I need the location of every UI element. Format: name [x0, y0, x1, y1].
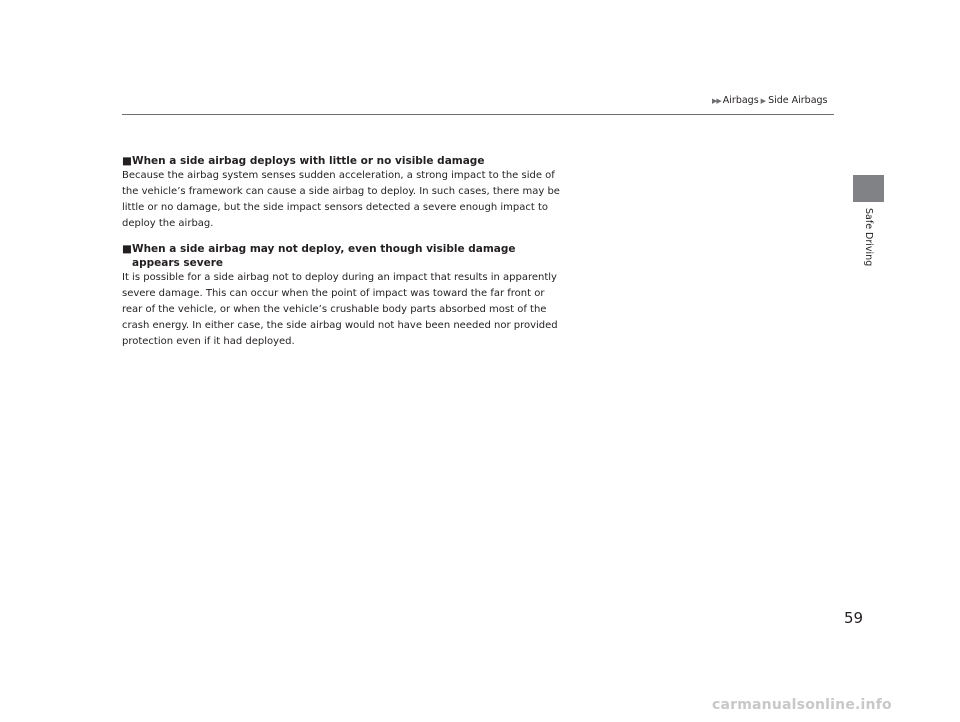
header-divider [122, 114, 834, 115]
section-side-airbag-not-deploy [122, 242, 562, 350]
section-heading-text: When a side airbag deploys with little or no visible damage [132, 155, 485, 167]
square-bullet-icon: ■ [122, 243, 132, 255]
breadcrumb-arrow-icon: ▶ [760, 96, 767, 105]
breadcrumb [712, 95, 828, 106]
section-heading [122, 242, 562, 270]
section-tab-label-text: Safe Driving [862, 208, 874, 267]
section-side-airbag-deploys [122, 154, 562, 232]
section-heading-text: When a side airbag may not deploy, even though visible damage appears severe [132, 243, 516, 269]
section-tab-marker [853, 175, 884, 202]
breadcrumb-current: Side Airbags [768, 95, 828, 106]
main-content [122, 154, 562, 360]
breadcrumb-double-arrow-icon: ▶▶ [712, 96, 721, 105]
section-body: Because the airbag system senses sudden acceleration, a strong impact to the side of the vehicle’s framework can cause a side airbag to deploy. In such cases, there may be little or no damage, but the side impact sensors detected a severe enough impact to deploy the airbag. [122, 170, 560, 229]
section-heading [122, 154, 562, 168]
page-number: 59 [844, 609, 864, 627]
watermark: carmanualsonline.info [712, 697, 892, 713]
section-body: It is possible for a side airbag not to deploy during an impact that results in apparently severe damage. This can occur when the point of impact was toward the far front or rear of the vehicle, or when the vehicle’s crushable body parts absorbed most of the crash energy. In either case, the side airbag would not have been needed nor provided protection even if it had deployed. [122, 272, 558, 347]
square-bullet-icon: ■ [122, 155, 132, 167]
breadcrumb-parent[interactable]: Airbags [722, 95, 759, 106]
section-tab-label [853, 208, 884, 278]
